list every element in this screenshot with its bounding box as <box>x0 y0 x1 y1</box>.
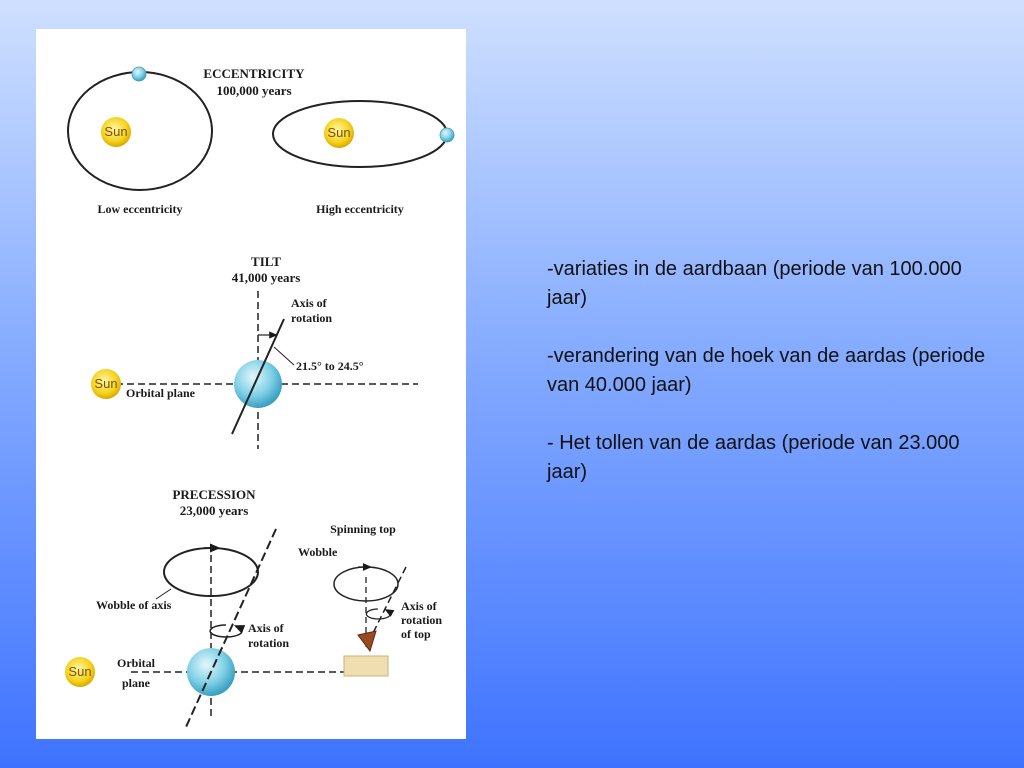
precession-axis-label: rotation <box>248 636 290 650</box>
tilt-period: 41,000 years <box>231 270 301 285</box>
spinning-top-label: Spinning top <box>330 522 396 536</box>
tilt-axis-label: Axis of <box>291 296 327 310</box>
milankovitch-diagram <box>36 29 466 739</box>
high-eccentricity-label: High eccentricity <box>316 202 404 216</box>
rotation-arrow-icon <box>210 625 242 637</box>
orbital-plane-label: Orbital plane <box>126 386 196 400</box>
eccentricity-title: ECCENTRICITY <box>203 66 305 81</box>
sun-label: Sun <box>94 376 118 391</box>
sun-label: Sun <box>327 125 351 140</box>
bullet-tilt: -verandering van de hoek van de aardas (periode van 40.000 jaar) <box>547 345 986 396</box>
spinning-top-icon <box>358 631 376 651</box>
bullet-eccentricity: -variaties in de aardbaan (periode van 100.000 jaar) <box>547 258 962 309</box>
top-axis-label: rotation <box>401 613 443 627</box>
orbital-plane-label: plane <box>121 676 151 690</box>
tilt-axis-label: rotation <box>291 311 333 325</box>
tilt-section <box>91 254 418 449</box>
angle-leader-line <box>274 347 294 365</box>
tilt-title: TILT <box>251 254 281 269</box>
block-icon <box>344 656 388 676</box>
earth-icon <box>234 360 282 408</box>
precession-section <box>65 487 442 727</box>
precession-title: PRECESSION <box>172 487 256 502</box>
milankovitch-figure <box>36 29 466 739</box>
orbital-plane-label: Orbital <box>117 656 155 670</box>
tilt-angle-range: 21.5° to 24.5° <box>296 359 364 373</box>
high-eccentricity-orbit <box>273 101 447 167</box>
sun-label: Sun <box>104 124 128 139</box>
earth-icon <box>132 67 146 81</box>
eccentricity-section <box>68 66 454 216</box>
eccentricity-period: 100,000 years <box>216 83 292 98</box>
sun-label: Sun <box>68 664 92 679</box>
top-axis-label: of top <box>401 627 431 641</box>
earth-icon <box>440 128 454 142</box>
top-wobble-orbit <box>334 567 398 601</box>
bullet-precession: - Het tollen van de aardas (periode van 23.000 jaar) <box>547 432 960 483</box>
precession-period: 23,000 years <box>179 503 249 518</box>
top-rotation-arrow-icon <box>366 609 390 619</box>
wobble-of-axis-label: Wobble of axis <box>96 598 172 612</box>
top-axis-label: Axis of <box>401 599 437 613</box>
bullet-list <box>547 255 987 516</box>
precession-axis-label: Axis of <box>248 621 284 635</box>
low-eccentricity-orbit <box>68 72 212 190</box>
wobble-label: Wobble <box>298 545 338 559</box>
low-eccentricity-label: Low eccentricity <box>97 202 183 216</box>
